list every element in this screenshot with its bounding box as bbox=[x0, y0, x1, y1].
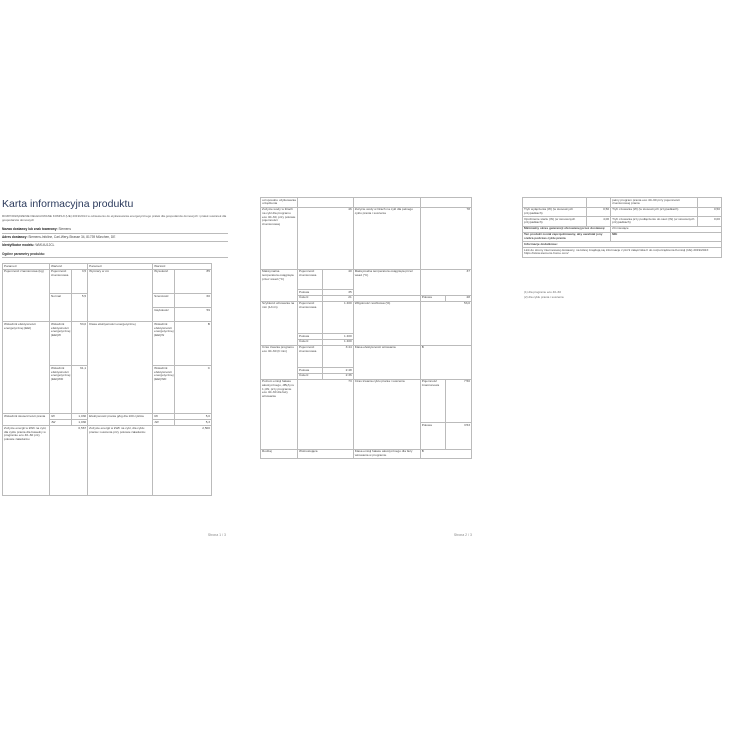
table-row: Głębokość 59 bbox=[3, 308, 212, 322]
table-row: Poziom emisji hałasu akustycznego, dB(A) re 1 pW, przy programie eco 40–60 dla fazy wirowania 73 Czas trwania cyklu prania i suszenia Pojemność znamionowa 7:50 bbox=[261, 379, 472, 422]
general-heading: Ogólne parametry produktu: bbox=[2, 252, 228, 258]
table-row: Szybkość wirowania na min (1/min) Pojemność znamionowa 1 400 Wilgotność resztkowa (%) 53,0 bbox=[261, 301, 472, 333]
table-row: JW 1,030 JW 5,3 bbox=[51, 419, 210, 424]
table-row: Zużycie wody w litrach na cykl dla programu eco 40–60, przy połowie pojemności znamionowej 46 Zużycie wody w litrach na cykl dla pełnego cyklu prania i suszenia 78 bbox=[261, 207, 472, 269]
page-number: Strona 1 / 3 bbox=[207, 533, 226, 537]
model-row: Identyfikator modelu: WM14U12CL bbox=[2, 243, 55, 247]
supplier-row: Nazwa dostawcy lub znak towarowy: Siemens bbox=[2, 227, 71, 231]
table-row: Ćwierć 21 Połowa 28 bbox=[299, 295, 470, 300]
page-number: Strona 2 / 3 bbox=[453, 533, 472, 537]
table-row: Ten produkt został zaprojektowany, aby uwalniał jony srebra podczas cyklu prania NIE bbox=[523, 232, 722, 242]
table-row: pełny program prania eco 40–60 przy pojemności znamionowej prania bbox=[523, 198, 722, 208]
table-row: Maksymalna temperatura osiągnięta przez wsad (°C) Pojemność znamionowa 40 Maksymalna temperatura osiągnięta przez wsad (°C) 37 bbox=[261, 269, 472, 289]
address-row: Adres dostawcy: Siemens-Infoline, Carl-Wery-Strasse 34, 81739 München, DE bbox=[2, 235, 116, 239]
footnote: (1) dla programu eco 40–60 bbox=[524, 290, 562, 294]
table-row: Połowa 1 400 bbox=[299, 333, 352, 338]
page-2 bbox=[248, 183, 488, 543]
table-row: Opóźnienie startu (W) (w stosownych przypadkach) 4,00 Tryb czuwania przy podłączeniu do sieci (W) (w stosownych przypadkach) 0,00 bbox=[524, 216, 720, 225]
footnote: (2) dla cyklu prania i suszenia bbox=[524, 295, 564, 299]
parameters-table-continued bbox=[260, 197, 472, 459]
table-row: od sposobu użytkowania urządzenia bbox=[261, 198, 472, 208]
parameters-table-end bbox=[522, 197, 722, 258]
table-row: Połowa 2:48 bbox=[299, 367, 352, 372]
page-3 bbox=[494, 183, 736, 543]
table-row: Wskaźnik skuteczności prania IW 1,030 Efektywność prania g/kg dla 100 cyklów IW 5,0 bbox=[3, 414, 212, 420]
parameters-table bbox=[2, 263, 212, 496]
table-row: Ćwierć 2:36 bbox=[299, 373, 352, 378]
table-row: Tryb wyłączenia (W) (w stosownych przypadkach) 0,50 Tryb czuwania (W) (w stosownych przypadkach) 0,50 bbox=[524, 207, 720, 215]
table-row: Połowa 3:53 bbox=[261, 423, 472, 450]
table-row: Minimalny okres gwarancji oferowanej przez dostawcę: 24 miesiące bbox=[523, 226, 722, 232]
page-title: Karta informacyjna produktu bbox=[2, 198, 134, 210]
intro-text: ROZPORZĄDZENIE DELEGOWANE KOMISJI (UE) 2019/2014 w odniesieniu do etykietowania energetycznego pralek dla gospodarstw domowych i pralek suszarek dla gospodarstw domowych bbox=[2, 214, 227, 222]
table-row: Czas trwania programu eco 40–60 (h:min) Pojemność znamionowa 3:44 Klasa efektywności wirowania B bbox=[261, 345, 472, 367]
table-row: Pojemność znamionowa (kg) Pojemność znamionowa 3,5 Wymiary w cm Wysokość 85 bbox=[3, 269, 212, 293]
table-row: Link do strony internetowej dostawcy, na której znajdują się informacje z pkt 9 załącznika II do rozporządzenia Komisji (UE) 2019/2023: https://www.siemens-home.com/ bbox=[523, 248, 722, 258]
table-row: Zużycie energii w kWh na cykl, dla cyklu prania dla bawełny w programie eco 40–60 przy połowie załadunku 0,567 Zużycie energii w kWh na cykl, dla cyklu prania i suszenia przy połowie załadunku 2,500 bbox=[3, 426, 212, 496]
table-row: Wskaźnik efektywności energetycznej (EEI) Wskaźnik efektywności energetycznej (EEI)W 53,0 Klasa efektywności energetycznej Wskaźnik efektywności energetycznej (EEI)W B bbox=[3, 322, 212, 366]
table-header: Parametr Wartość Parametr Wartość bbox=[3, 264, 212, 270]
table-row: Ćwierć 1 400 bbox=[299, 339, 352, 344]
page-1 bbox=[0, 183, 242, 543]
table-row: Informacje dodatkowe: bbox=[523, 242, 722, 248]
table-row: Połowa 35 bbox=[299, 289, 352, 294]
table-row: Rodzaj Wolnostojąca Klasa emisji hałasu akustycznego dla fazy wirowania w programie B bbox=[261, 449, 472, 459]
table-row: Wskaźnik efektywności energetycznej (EEI)WD 61,1 Wskaźnik efektywności energetycznej (EEI)WD C bbox=[3, 366, 212, 414]
table-row: Normal 5,5 Szerokość 60 bbox=[3, 294, 212, 308]
